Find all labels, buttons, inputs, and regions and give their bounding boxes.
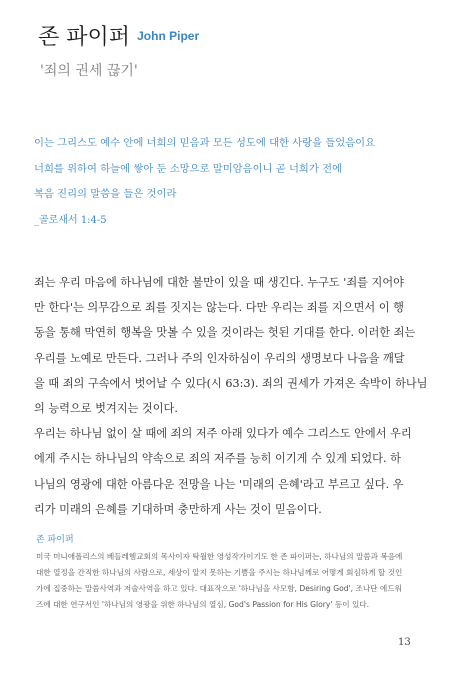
verse-line: 이는 그리스도 예수 안에 너희의 믿음과 모든 성도에 대한 사랑을 들었음이요 [34,137,376,149]
page-title-english: John Piper [137,29,200,43]
author-bio [36,549,436,613]
page-title: 존 파이퍼 [38,25,131,50]
body-line: 동을 통해 막연히 행복을 맛볼 수 있을 것이라는 헛된 기대를 한다. 이러한 죄는 [34,326,416,340]
body-line: 우리는 하나님 없이 살 때에 죄의 저주 아래 있다가 예수 그리스도 안에서 우리 [34,427,412,441]
body-line: 우리를 노예로 만든다. 그러나 주의 인자하심이 우리의 생명보다 나음을 깨달 [34,351,405,365]
author-bio-heading: 존 파이퍼 [36,535,74,545]
page-number: 13 [398,637,411,648]
scripture-verse [34,131,434,233]
body-line: 을 때 죄의 구속에서 벗어날 수 있다(시 63:3). 죄의 권세가 가져온 속박이 하나님 [34,376,428,390]
body-line: 의 능력으로 벗겨지는 것이다. [34,402,178,416]
body-line: 죄는 우리 마음에 하나님에 대한 불만이 있을 때 생긴다. 누구도 '죄를 지어야 [34,276,404,289]
body-text [34,270,436,522]
body-line: 만 한다'는 의무감으로 죄를 짓지는 않는다. 다만 우리는 죄를 지으면서 이 행 [34,301,404,315]
bio-line: 즈에 대한 연구서인 '하나님의 영광을 위한 하나님의 열심, God's Passion for His Glory' 등이 있다. [36,600,370,609]
bio-line: 가에 집중하는 말씀사역과 저술사역을 하고 있다. 대표작으로 '하나님을 사모함, Desiring God', 조나단 에드워 [36,584,402,593]
bio-line: 미국 미니애폴리스의 베들레헴교회의 목사이자 탁월한 영성작가이기도 한 존 파이퍼는, 하나님의 말씀과 복음에 [36,552,403,561]
verse-reference: _골로새서 1:4-5 [34,214,107,226]
body-line: 에게 주시는 하나님의 약속으로 죄의 저주를 능히 이기게 수 있게 되었다. 하 [34,452,401,466]
verse-line: 복음 진리의 말씀을 들은 것이라 [34,188,177,200]
body-line: 나님의 영광에 대한 아름다운 전망을 나는 '미래의 은혜'라고 부르고 싶다. 우 [34,477,404,491]
verse-line: 너희를 위하여 하늘에 쌓아 둔 소망으로 말미암음이니 곧 너희가 전에 [34,162,342,175]
page-subtitle: '죄의 권세 끊기' [40,63,138,79]
title-block [38,20,199,51]
bio-line: 대한 열정을 간직한 하나님의 사람으로, 세상이 알지 못하는 기쁨을 주시는 하나님께로 어떻게 회심하게 할 것인 [36,568,403,577]
body-line: 리가 미래의 은혜를 기대하며 충만하게 사는 것이 믿음이다. [34,502,322,516]
